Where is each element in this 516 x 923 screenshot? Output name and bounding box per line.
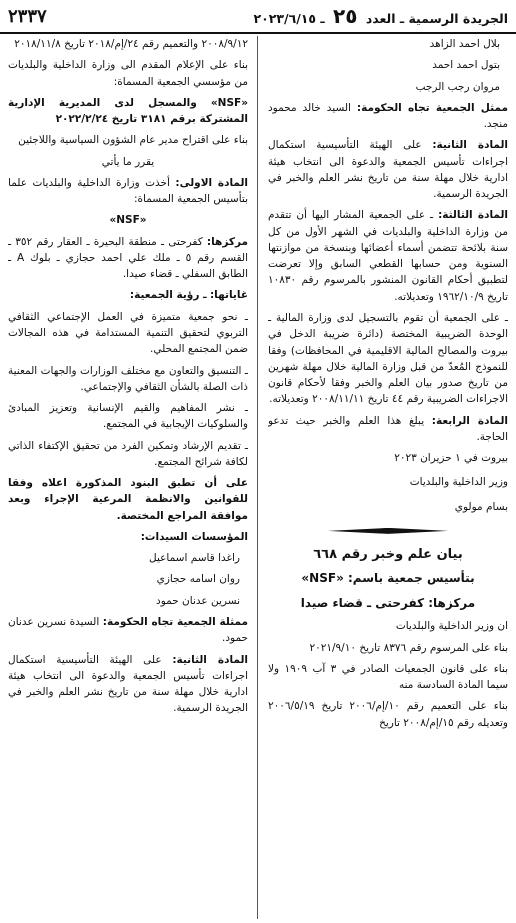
decides-heading: يقرر ما يأتي (101, 155, 155, 168)
notice-title: بيان علم وخبر رقم ٦٦٨ (313, 546, 463, 562)
page-header (0, 0, 516, 34)
member-name: مروان رجب الرجب (415, 80, 500, 93)
legal-basis: بناء على التعميم رقم ١٠/إم/٢٠٠٦ تاريخ ٢٠٠٦/٥/١٩ وتعديله رقم ١٥/إم/٢٠٠٨ تاريخ (268, 700, 508, 729)
article-text: أخذت وزارة الداخلية والبلديات علما بتأسيس الجمعية المسماة: (8, 176, 248, 206)
signature-title: وزير الداخلية والبلديات (409, 476, 508, 489)
goal-item: ـ نشر المفاهيم والقيم الإنسانية وتعزيز المبادئ والسلوكيات الإيجابية في المجتمع. (8, 402, 248, 431)
legal-basis-continued: ٢٠٠٨/٩/١٢ والتعميم رقم ٢٤/إم/٢٠١٨ تاريخ ٢٠١٨/١١/٨ (14, 38, 248, 50)
article-label: المادة الثانية: (172, 653, 248, 666)
signature-place-date: بيروت في ١ حزيران ٢٠٢٣ (394, 452, 508, 465)
article-3-part-2: ـ على الجمعية أن تقوم بالتسجيل لدى وزارة المالية ـ الوحدة الضريبية المختصة (دائرة ضريبة الدخل في بيروت والمصالح المالية الاقليمية في المحافظات) وفقا للنموذج المُعدّ من قبل وزارة المالية خلال مهلة شهرين من تاريخ صدور بيان العلم والخبر وفقا لأحكام قانون الاجراءات الضريبية رقم ٤٤ تاريخ ٢٠٠٨/١١/١١ وتعديلاته. (268, 311, 508, 406)
hq-label: مركزها: (206, 235, 248, 248)
rep-label: ممثلة الجمعية تجاه الحكومة: (102, 615, 248, 628)
rep-name: السيدة نسرين عدنان حمود. (8, 615, 248, 645)
article-text: على الهيئة التأسيسية استكمال اجراءات تأسيس الجمعية والدعوة الى انتخاب هيئة ادارية خلال مهلة سنة من تاريخ نشر العلم والخبر في الجريدة الرسمية. (8, 653, 248, 715)
association-name: «NSF» (109, 214, 147, 227)
article-2 (268, 137, 508, 202)
member-name: بتول احمد احمد (432, 59, 500, 72)
article-3 (268, 207, 508, 305)
signature-name: بسام مولوي (454, 500, 508, 513)
legal-basis-registration: «NSF» والمسجل لدى المديرية الإدارية المشتركة برقم ٣١٨١ تاريخ ٢٠٢٢/٢/٢٤ (8, 96, 248, 126)
page-body (0, 36, 516, 923)
goal-item: ـ نحو جمعية متميزة في العمل الإجتماعي الثقافي التربوي لتحقيق التنمية المستدامة في هذه المجالات ضمن المجتمع المحلي. (8, 310, 248, 356)
notice-subtitle: بتأسيس جمعية باسم: «NSF» (301, 571, 475, 586)
article-label: المادة الرابعة: (431, 414, 508, 427)
hq-text: كفرحتى ـ منطقة البحيرة ـ العقار رقم ٣٥٢ ـ القسم رقم ٥ ـ ملك علي احمد حجازي ـ بلوك A ـ الطابق السفلي ـ قضاء صيدا. (8, 235, 248, 281)
article-label: المادة الثالثة: (438, 209, 508, 222)
rep-name: السيد خالد محمود منجد. (268, 101, 508, 131)
legal-basis: بناء على المرسوم رقم ٨٣٧٦ تاريخ ٢٠٢١/٩/١٠ (309, 641, 508, 654)
founder-name: روان اسامه حجازي (156, 573, 240, 586)
goals-heading (8, 287, 248, 303)
right-column (268, 36, 508, 923)
article-label: المادة الاولى: (175, 176, 248, 189)
government-rep (8, 614, 248, 647)
left-column (8, 36, 248, 923)
goals-label: غاياتها: (209, 289, 248, 302)
founder-name: راغدا قاسم اسماعيل (149, 552, 240, 565)
section-separator (328, 527, 448, 535)
member-name: بلال احمد الزاهد (429, 38, 500, 50)
article-text: على الهيئة التأسيسية استكمال اجراءات تأسيس الجمعية والدعوة الى انتخاب هيئة ادارية خلال مهلة سنة من تاريخ نشر العلم والخبر في الجريدة الرسمية. (268, 139, 508, 201)
gazette-title (254, 4, 508, 28)
minister-line: ان وزير الداخلية والبلديات (395, 620, 508, 633)
article-2 (8, 652, 248, 717)
rep-label: ممثل الجمعية تجاه الحكومة: (356, 101, 508, 114)
article-4 (268, 413, 508, 446)
signature-block (268, 450, 508, 515)
founder-name: نسرين عدنان حمود (156, 594, 240, 607)
article-text: ـ على الجمعية المشار اليها أن تتقدم من وزارة الداخلية والبلديات في الشهر الأول من كل سنة بلائحة تتضمن أسماء أعضائها وبنسخة من موازنتها السنوية ومن حسابها القطعي السابق وإلا تعرضت لتطبيق أحكام القانون المنشور بالمرسوم رقم ١٠٨٣٠ تاريخ ١٩٦٢/١٠/٩ وتعديلاته. (268, 209, 508, 303)
notice-location: مركزها: كفرحتى ـ قضاء صيدا (300, 595, 476, 610)
page-number: ٢٣٣٧ (8, 5, 47, 27)
legal-basis: بناء على الإعلام المقدم الى وزارة الداخلية والبلديات من مؤسسي الجمعية المسماة: (8, 59, 248, 88)
article-label: المادة الثانية: (432, 139, 508, 152)
government-rep (268, 100, 508, 133)
gazette-name: الجريدة الرسمية ـ العدد (365, 11, 508, 26)
legal-basis: بناء على اقتراح مدير عام الشؤون السياسية واللاجئين (18, 134, 248, 147)
issue-number: ٢٥ (333, 4, 358, 28)
compliance-clause: على أن تطبق البنود المذكورة اعلاه وفقا للقوانين والانظمة المرعية الإجراء وبعد موافقة المراجع المختصة. (8, 477, 248, 522)
article-1 (8, 175, 248, 208)
goals-title: ـ رؤية الجمعية: (129, 289, 207, 302)
founders-label: المؤسسات السيدات: (140, 530, 248, 543)
goal-item: ـ تقديم الإرشاد وتمكين الفرد من تحقيق الإكتفاء الذاتي لكافة شرائح المجتمع. (8, 439, 248, 468)
goal-item: ـ التنسيق والتعاون مع مختلف الوزارات والجهات المعنية ذات الصلة بالشأن الثقافي والإجتماعي. (8, 364, 248, 393)
legal-basis: بناء على قانون الجمعيات الصادر في ٣ آب ١٩٠٩ ولا سيما المادة السادسة منه (268, 662, 508, 692)
issue-date: ـ ٢٠٢٣/٦/١٥ (253, 11, 325, 26)
headquarters (8, 234, 248, 283)
article-text: يبلغ هذا العلم والخبر حيث تدعو الحاجة. (268, 414, 508, 443)
